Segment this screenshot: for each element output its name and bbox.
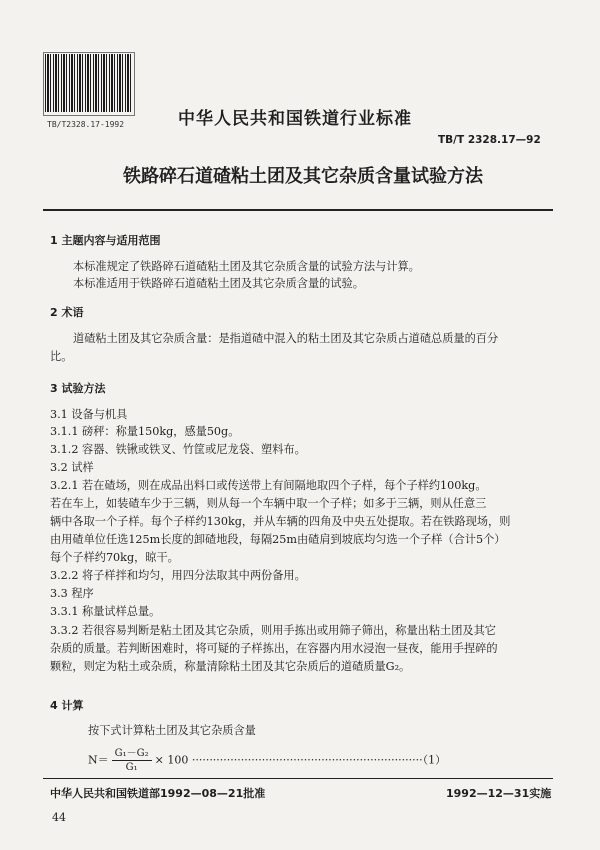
formula-denominator: G₁ [125, 762, 138, 773]
footer-rule [43, 778, 553, 779]
section-1-para-1: 本标准规定了铁路碎石道碴粘土团及其它杂质含量的试验方法与计算。 [73, 260, 420, 273]
formula-numerator: G₁－G₂ [112, 747, 152, 761]
section-2-heading: 2 术语 [50, 306, 84, 319]
clause-3-2-2: 3.2.2 将子样拌和均匀，用四分法取其中两份备用。 [50, 569, 306, 582]
clause-3-2: 3.2 试样 [50, 461, 94, 474]
formula-rhs: × 100 ·································································· [154, 753, 423, 767]
barcode [33, 46, 141, 129]
clause-3-1-1: 3.1.1 磅秤：称量150kg，感量50g。 [50, 425, 240, 438]
formula-number: （1） [422, 753, 447, 767]
formula-lhs: N＝ [88, 753, 109, 767]
section-4-heading: 4 计算 [50, 699, 84, 712]
section-1-para-2: 本标准适用于铁路碎石道碴粘土团及其它杂质含量的试验。 [73, 277, 364, 290]
approval-line: 中华人民共和国铁道部1992—08—21批准 [50, 787, 266, 800]
document-title: 铁路碎石道碴粘土团及其它杂质含量试验方法 [123, 166, 483, 187]
clause-3-3-1: 3.3.1 称量试样总量。 [50, 605, 161, 618]
clause-3-3-2-line-3: 颗粒，则定为粘土或杂质，称量清除粘土团及其它杂质后的道碴质量G₂。 [50, 660, 411, 673]
clause-3-2-1-line-3: 辆中各取一个子样。每个子样约130kg，并从车辆的四角及中央五处提取。若在铁路现场，则 [50, 515, 511, 528]
page-number: 44 [52, 811, 66, 824]
barcode-bars [45, 54, 131, 112]
section-2-line-2: 比。 [50, 350, 73, 363]
clause-3-3-2-line-2: 杂质的质量。若判断困难时，将可疑的子样拣出，在容器内用水浸泡一昼夜，能用手捏碎的 [50, 642, 498, 655]
section-1-heading: 1 主题内容与适用范围 [50, 234, 161, 247]
section-4-intro: 按下式计算粘土团及其它杂质含量 [88, 724, 256, 737]
standard-body: 中华人民共和国铁道行业标准 [178, 109, 412, 129]
formula [88, 747, 446, 774]
title-rule [43, 209, 553, 211]
standard-number: TB/T 2328.17—92 [438, 134, 541, 146]
formula-fraction [112, 747, 152, 774]
section-3-heading: 3 试验方法 [50, 382, 106, 395]
clause-3-2-1-line-1: 3.2.1 若在碴场，则在成品出料口或传送带上有间隔地取四个子样，每个子样约100kg。 [50, 479, 487, 492]
section-2-line-1: 道碴粘土团及其它杂质含量：是指道碴中混入的粘土团及其它杂质占道碴总质量的百分 [73, 332, 499, 345]
clause-3-2-1-line-2: 若在车上，如装碴车少于三辆，则从每一个车辆中取一个子样；如多于三辆，则从任意三 [50, 497, 487, 510]
clause-3-1-2: 3.1.2 容器、铁锹或铁叉、竹筐或尼龙袋、塑料布。 [50, 443, 306, 456]
effective-date: 1992—12—31实施 [446, 787, 552, 800]
clause-3-2-1-line-5: 每个子样约70kg，晾干。 [50, 551, 179, 564]
clause-3-2-1-line-4: 由用碴单位任选125m长度的卸碴地段，每隔25m由碴肩到坡底均匀选一个子样（合计5个） [50, 533, 506, 546]
barcode-label: TB/T2328.17-1992 [47, 120, 125, 129]
clause-3-3: 3.3 程序 [50, 587, 94, 600]
clause-3-3-2-line-1: 3.3.2 若很容易判断是粘土团及其它杂质，则用手拣出或用筛子筛出，称量出粘土团及其它 [50, 624, 496, 637]
clause-3-1: 3.1 设备与机具 [50, 408, 128, 421]
